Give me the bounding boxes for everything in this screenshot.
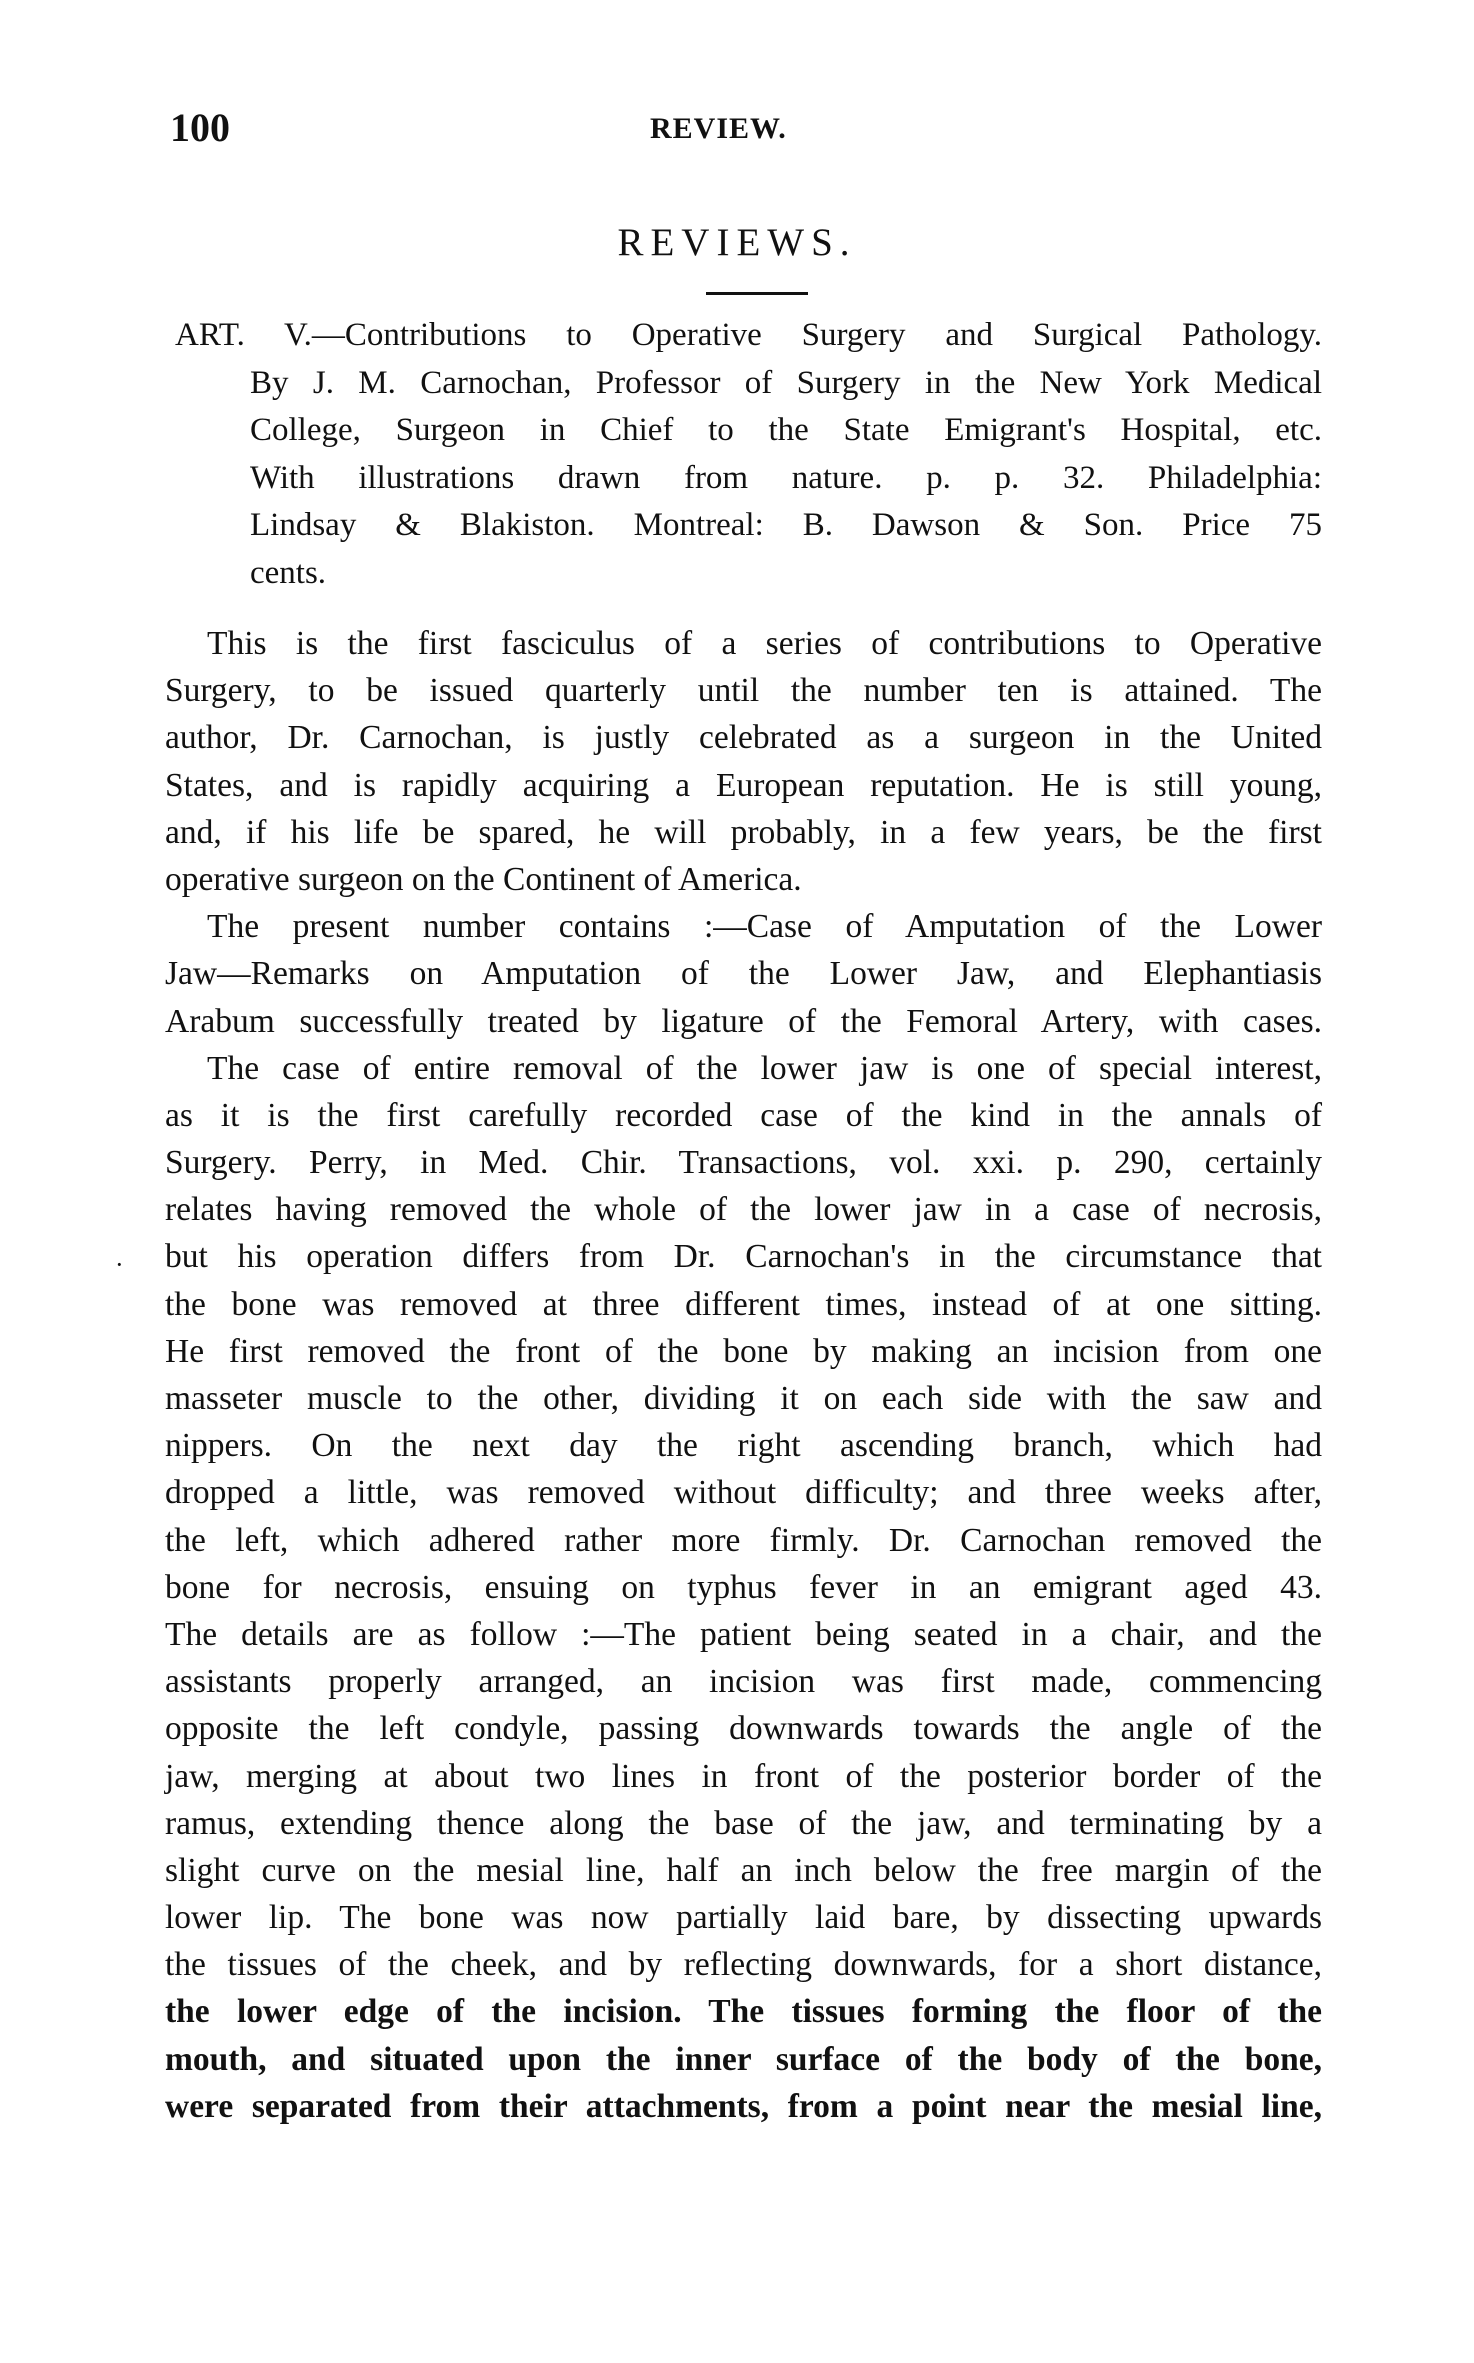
body-line: the left, which adhered rather more firmly. Dr. Carnochan removed the xyxy=(165,1521,1322,1559)
section-title: REVIEWS. xyxy=(617,221,857,264)
body-line: as it is the first carefully recorded case of the kind in the annals of xyxy=(165,1096,1322,1134)
body-line: Arabum successfully treated by ligature of the Femoral Artery, with cases. xyxy=(165,1002,1322,1040)
citation-line: College, Surgeon in Chief to the State Emigrant's Hospital, etc. xyxy=(250,412,1322,448)
citation-line: With illustrations drawn from nature. p. p. 32. Philadelphia: xyxy=(250,459,1322,496)
body-line: masseter muscle to the other, dividing it on each side with the saw and xyxy=(165,1380,1322,1417)
body-line: This is the first fasciculus of a series of contributions to Operative xyxy=(207,625,1322,662)
citation-line: By J. M. Carnochan, Professor of Surgery in the New York Medical xyxy=(250,364,1322,401)
body-line: Surgery, to be issued quarterly until the number ten is attained. The xyxy=(165,672,1322,710)
body-line: Jaw—Remarks on Amputation of the Lower Jaw, and Elephantiasis xyxy=(165,955,1322,993)
body-line: relates having removed the whole of the lower jaw in a case of necrosis, xyxy=(165,1191,1322,1229)
body-line: The details are as follow :—The patient being seated in a chair, and the xyxy=(165,1615,1322,1653)
body-line: but his operation differs from Dr. Carnochan's in the circumstance that xyxy=(165,1238,1322,1276)
citation-line: Lindsay & Blakiston. Montreal: B. Dawson & Son. Price 75 xyxy=(250,507,1322,543)
article-citation xyxy=(175,312,1322,597)
body-line: assistants properly arranged, an incision was first made, commencing xyxy=(165,1663,1322,1701)
page-number: 100 xyxy=(170,105,230,150)
body-line: slight curve on the mesial line, half an inch below the free margin of the xyxy=(165,1851,1322,1889)
running-head: REVIEW. xyxy=(650,112,787,145)
body-line: lower lip. The bone was now partially laid bare, by dissecting upwards xyxy=(165,1899,1322,1937)
body-line: mouth, and situated upon the inner surface of the body of the bone, xyxy=(165,2040,1322,2078)
citation-line: cents. xyxy=(250,554,327,591)
body-line: dropped a little, was removed without difficulty; and three weeks after, xyxy=(165,1474,1322,1512)
body-line: nippers. On the next day the right ascending branch, which had xyxy=(165,1427,1322,1465)
review-body xyxy=(165,620,1322,2130)
body-line: operative surgeon on the Continent of America. xyxy=(165,860,802,898)
body-line: ramus, extending thence along the base of the jaw, and terminating by a xyxy=(165,1804,1322,1842)
body-line: States, and is rapidly acquiring a European reputation. He is still young, xyxy=(165,766,1322,804)
body-line: The present number contains :—Case of Amputation of the Lower xyxy=(207,908,1322,946)
body-line: were separated from their attachments, from a point near the mesial line, xyxy=(165,2087,1322,2125)
body-line: the bone was removed at three different times, instead of at one sitting. xyxy=(165,1285,1322,1323)
margin-mark: · xyxy=(115,1250,124,1279)
body-line: bone for necrosis, ensuing on typhus fever in an emigrant aged 43. xyxy=(165,1568,1322,1606)
body-line: The case of entire removal of the lower jaw is one of special interest, xyxy=(207,1049,1322,1087)
body-line: opposite the left condyle, passing downwards towards the angle of the xyxy=(165,1710,1322,1748)
body-line: He first removed the front of the bone by making an incision from one xyxy=(165,1332,1322,1370)
body-line: Surgery. Perry, in Med. Chir. Transactions, vol. xxi. p. 290, certainly xyxy=(165,1144,1322,1182)
citation-line: ART. V.—Contributions to Operative Surgery and Surgical Pathology. xyxy=(175,317,1322,353)
body-line: the lower edge of the incision. The tissues forming the floor of the xyxy=(165,1993,1322,2031)
title-rule xyxy=(706,292,808,295)
body-line: the tissues of the cheek, and by reflecting downwards, for a short distance, xyxy=(165,1946,1322,1984)
body-line: author, Dr. Carnochan, is justly celebrated as a surgeon in the United xyxy=(165,719,1322,757)
body-line: and, if his life be spared, he will probably, in a few years, be the first xyxy=(165,813,1322,851)
body-line: jaw, merging at about two lines in front of the posterior border of the xyxy=(165,1757,1322,1795)
